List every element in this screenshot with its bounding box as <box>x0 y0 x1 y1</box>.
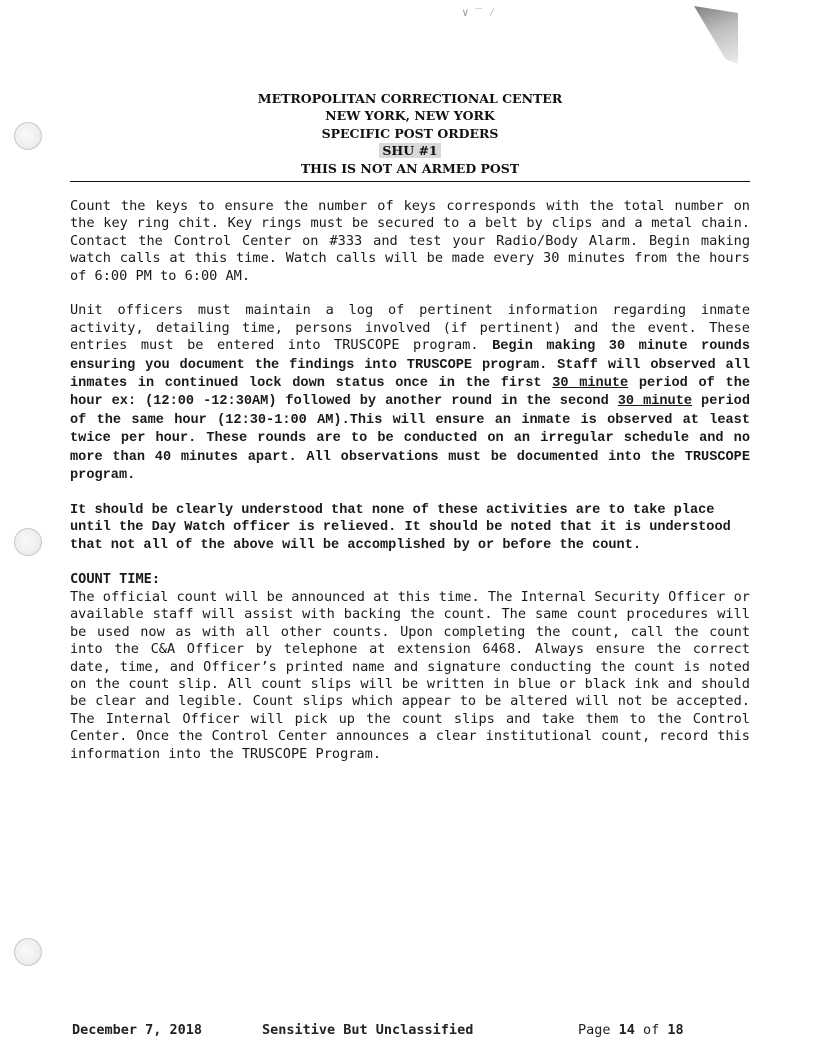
document-body <box>70 198 750 780</box>
header-post-name: SHU #1 <box>379 143 440 158</box>
document-header <box>70 90 750 177</box>
footer-classification: Sensitive But Unclassified <box>262 1022 474 1038</box>
count-time-heading: COUNT TIME: <box>70 571 161 588</box>
paragraph-count-time: The official count will be announced at this time. The Internal Security Officer or available staff will assist with backing the count. The same count procedures will be used now as with all other counts. Upon completing the count, call the count into the C&A Officer by telephone at extension 6468. Always ensure the correct date, time, and Officer’s printed name and signature conducting the count is noted on the count slip. All count slips will be written in blue or black ink and should be clear and legible. Count slips which appear to be altered will not be accepted. The Internal Officer will pick up the count slips and take them to the Control Center. Once the Control Center announces a clear institutional count, record this information into the TRUSCOPE Program. <box>70 588 750 762</box>
underlined-period-first: 30 minute <box>552 376 629 392</box>
underlined-period-second: 30 minute <box>617 394 693 410</box>
header-armed-status: THIS IS NOT AN ARMED POST <box>300 160 520 176</box>
punch-hole-bottom <box>14 938 42 966</box>
paragraph-keys-watch-calls: Count the keys to ensure the number of keys corresponds with the total number on the key ring chit. Key rings must be secured to a belt by clips and a metal chain. Contact the Control Center on #333 and test your Radio/Body Alarm. Begin making watch calls at this time. Watch calls will be made every 30 minutes from the hours of 6:00 PM to 6:00 AM. <box>70 198 750 284</box>
paragraph-day-watch-note: It should be clearly understood that none of these activities are to take place until the Day Watch officer is relieved. It should be noted that it is understood that not all of the above will be accomplished by or before the count. <box>70 502 731 553</box>
scan-artifact-mark: ∨ ‾ ⁄ <box>462 6 496 19</box>
punch-hole-middle <box>14 528 42 556</box>
header-institution: METROPOLITAN CORRECTIONAL CENTER <box>257 91 563 106</box>
punch-hole-top <box>14 122 42 150</box>
page-footer <box>72 1020 712 1040</box>
paragraph-unit-officer-log: Unit officers must maintain a log of pertinent information regarding inmate activity, detailing time, persons involved (if pertinent) and the event. These entries must be entered into TRUSCOPE program. Begin making 30 minute rounds ensuring you document the findings into TRUSCOPE program. Staff will observed all inmates in continued lock down status once in the first 30 minute period of the hour ex: (12:00 -12:30AM) followed by another round in the second 30 minute period of the same hour (12:30-1:00 AM).This will ensure an inmate is observed at least twice per hour. These rounds are to be conducted on an irregular schedule and no more than 40 minutes apart. All observations must be documented into the TRUSCOPE program. <box>70 302 751 484</box>
header-divider <box>70 181 750 182</box>
header-document-type: SPECIFIC POST ORDERS <box>321 125 499 141</box>
folded-corner <box>694 6 738 64</box>
footer-page-number: Page 14 of 18 <box>578 1022 684 1038</box>
footer-date: December 7, 2018 <box>72 1022 203 1038</box>
header-location: NEW YORK, NEW YORK <box>325 108 495 124</box>
